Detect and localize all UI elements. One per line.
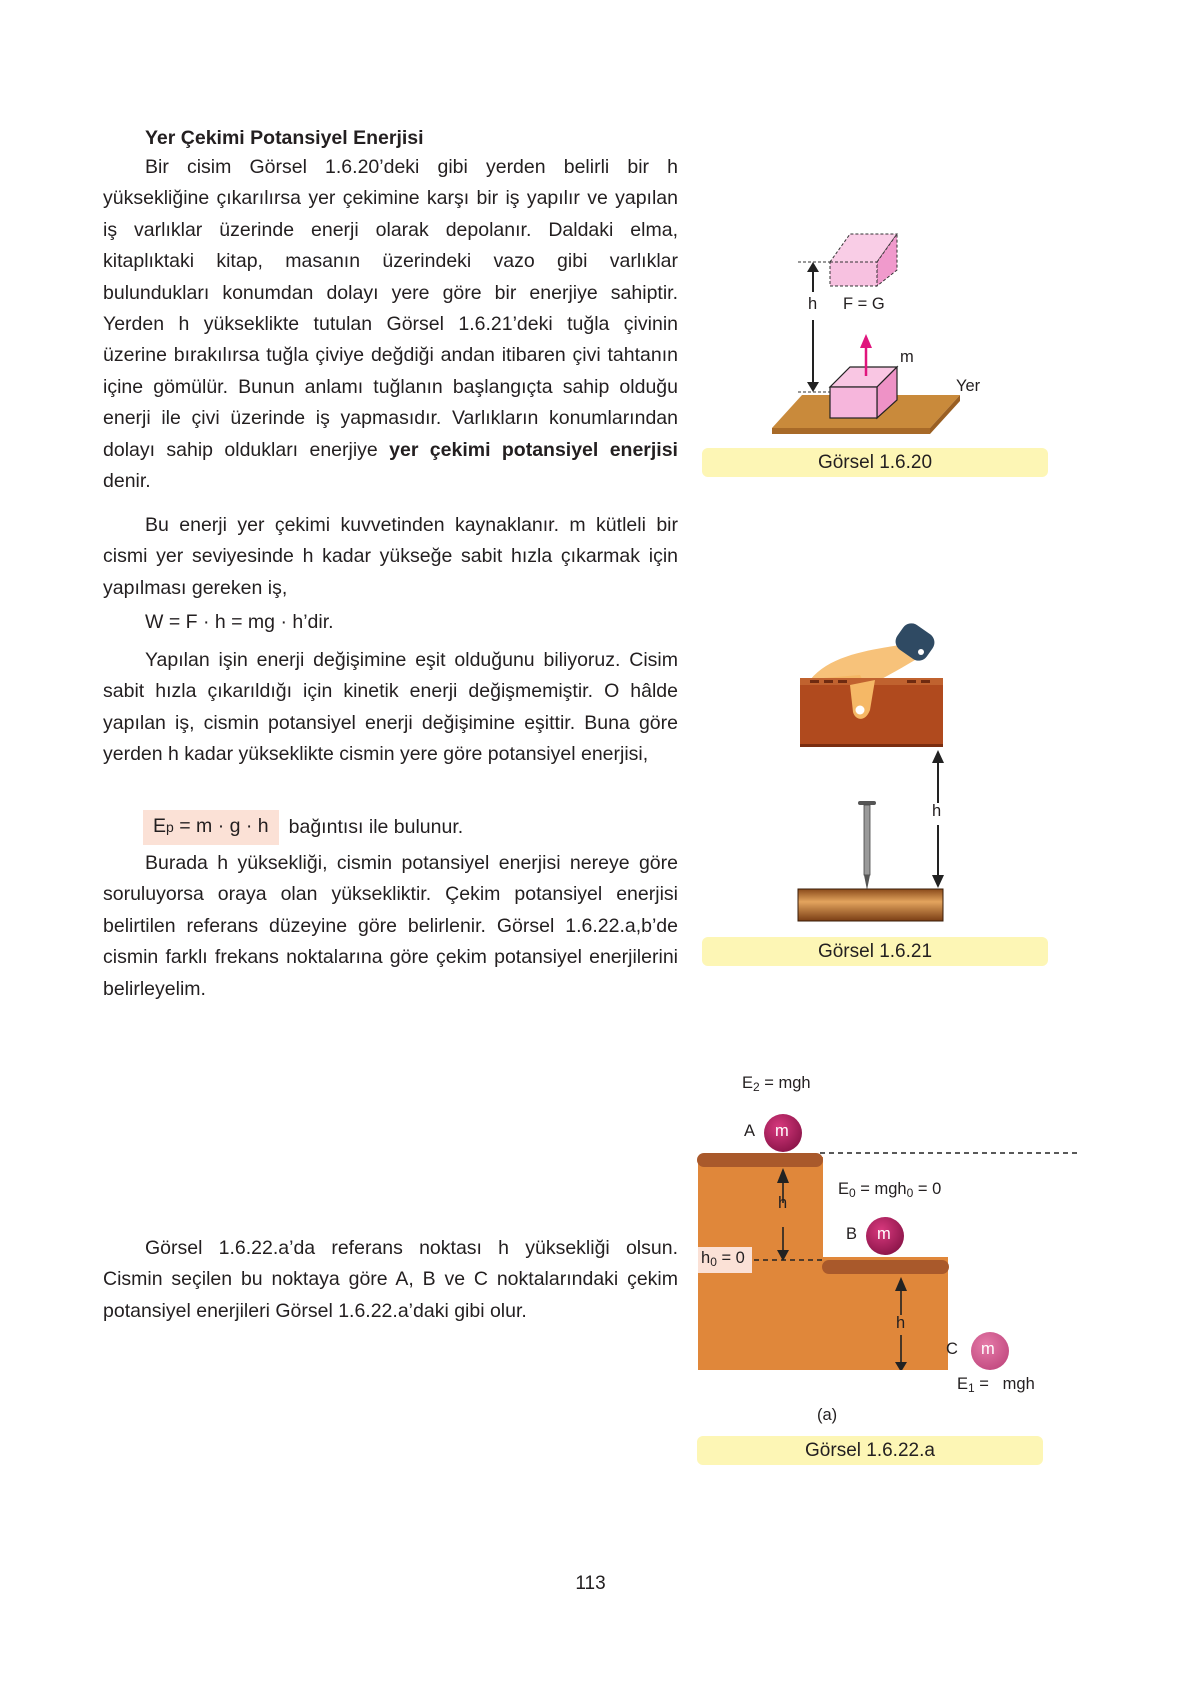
upper-step-top: [697, 1153, 823, 1167]
paragraph-5-text: Görsel 1.6.22.a’da referans noktası h yüksekliği olsun. Cismin seçilen bu noktaya göre A, B ve C noktalarındaki çekim potansiyel enerjileri Görsel 1.6.22.a’daki gibi olur.: [103, 1237, 678, 1322]
brick: [800, 678, 943, 747]
formula-expression: = m · g · h: [173, 815, 269, 837]
force-label: F = G: [843, 295, 885, 313]
wooden-board: [798, 889, 943, 921]
paragraph-4-text: Burada h yüksekliği, cismin potansiyel enerjisi nereye göre soruluyorsa oraya olan yüksekliktir. Çekim potansiyel enerjisi belirtilen referans düzeyine göre belirlenir. Görsel 1.6.22.a,b’de cismin farklı frekans noktalarına göre çekim potansiyel enerjilerini belirleyelim.: [103, 852, 678, 1000]
reference-height-label: $h_0 = 0$: [701, 1249, 745, 1269]
lifted-cube-diagram: [700, 220, 1080, 450]
figure-1-6-22-a: [690, 1070, 1080, 1424]
figure-caption-1-6-20: Görsel 1.6.20: [702, 448, 1048, 477]
paragraph-1: [103, 152, 678, 497]
ball-c-mass-label: m: [981, 1340, 995, 1358]
paragraph-2-text: Bu enerji yer çekimi kuvvetinden kaynaklanır. m kütleli bir cismi yer seviyesinde h kadar yükseğe sabit hızla çıkarmak için yapılması gereken iş,: [103, 514, 678, 599]
ball-a-mass-label: m: [775, 1122, 789, 1140]
page-number: 113: [575, 1573, 606, 1594]
height-label: h: [932, 802, 942, 820]
potential-energy-formula-row: [103, 810, 678, 845]
formula-symbol: E: [153, 815, 167, 837]
work-formula: W = F · h = mg · h’dir.: [145, 611, 334, 633]
point-c-label: C: [946, 1340, 958, 1358]
formula-suffix: bağıntısı ile bulunur.: [288, 816, 464, 838]
energy-label-e1: $E_1$ = mgh: [957, 1375, 1035, 1395]
cube-raised-dashed: [830, 234, 897, 286]
brick-and-nail-diagram: [700, 600, 1080, 930]
paragraph-2: [103, 510, 678, 604]
figure-1-6-21: [700, 600, 1080, 930]
figure-caption-1-6-21: Görsel 1.6.21: [702, 937, 1048, 966]
formula-subscript: p: [166, 818, 174, 835]
energy-label-e0: $E_0 = mgh_0 = 0$: [838, 1180, 942, 1200]
height-label: h: [808, 295, 818, 313]
energy-label-e2: $E_2$ = mgh: [742, 1074, 811, 1094]
point-a-label: A: [744, 1122, 756, 1140]
upper-height-label: h: [778, 1194, 788, 1212]
paragraph-3-text: Yapılan işin enerji değişimine eşit olduğunu biliyoruz. Cisim sabit hızla çıkarıldığı için kinetik enerji değişmemiştir. O hâlde yapılan iş, cismin potansiyel enerji değişimine eşittir. Buna göre yerden h kadar yükseklikte cismin yere göre potansiyel enerjisi,: [103, 649, 678, 766]
mass-label: m: [900, 348, 914, 366]
nail: [858, 801, 876, 890]
point-b-label: B: [846, 1225, 858, 1243]
figure-caption-1-6-22-a: Görsel 1.6.22.a: [697, 1436, 1043, 1465]
subfigure-label: (a): [817, 1406, 838, 1424]
paragraph-5: [103, 1233, 678, 1327]
ground-label: Yer: [956, 377, 981, 395]
lower-step-top: [822, 1260, 949, 1274]
potential-energy-formula: [143, 810, 279, 845]
paragraph-1-text-a: Bir cisim Görsel 1.6.20’deki gibi yerden belirli bir h yüksekliğine çıkarılırsa yer çekimine karşı bir iş yapılır ve yapılan iş varlıklar üzerinde enerji olarak depolanır. Daldaki elma, kitaplıktaki kitap, masanın üzerindeki vazo gibi varlıklar bulundukları konumdan dolayı yere göre bir enerjiye sahiptir. Yerden h yükseklikte tutulan Görsel 1.6.21’deki tuğla çivinin üzerine bırakılırsa tuğla çiviye değdiği andan itibaren çivi tahtanın içine gömülür. Bunun anlamı tuğlanın başlangıçta sahip olduğu enerji ile çivi üzerinde iş yapmasıdır. Varlıkların konumlarından dolayı sahip oldukları enerjiye: [103, 156, 678, 461]
lower-height-label: h: [896, 1314, 906, 1332]
staircase-diagram: [690, 1070, 1080, 1370]
paragraph-1-text-b: denir.: [103, 470, 151, 493]
paragraph-3: [103, 645, 678, 771]
figure-1-6-20: [700, 220, 1080, 480]
key-term: yer çekimi potansiyel enerjisi: [389, 438, 678, 461]
paragraph-4: [103, 848, 678, 1005]
ball-b-mass-label: m: [877, 1225, 891, 1243]
section-heading: Yer Çekimi Potansiyel Enerjisi: [145, 127, 424, 149]
